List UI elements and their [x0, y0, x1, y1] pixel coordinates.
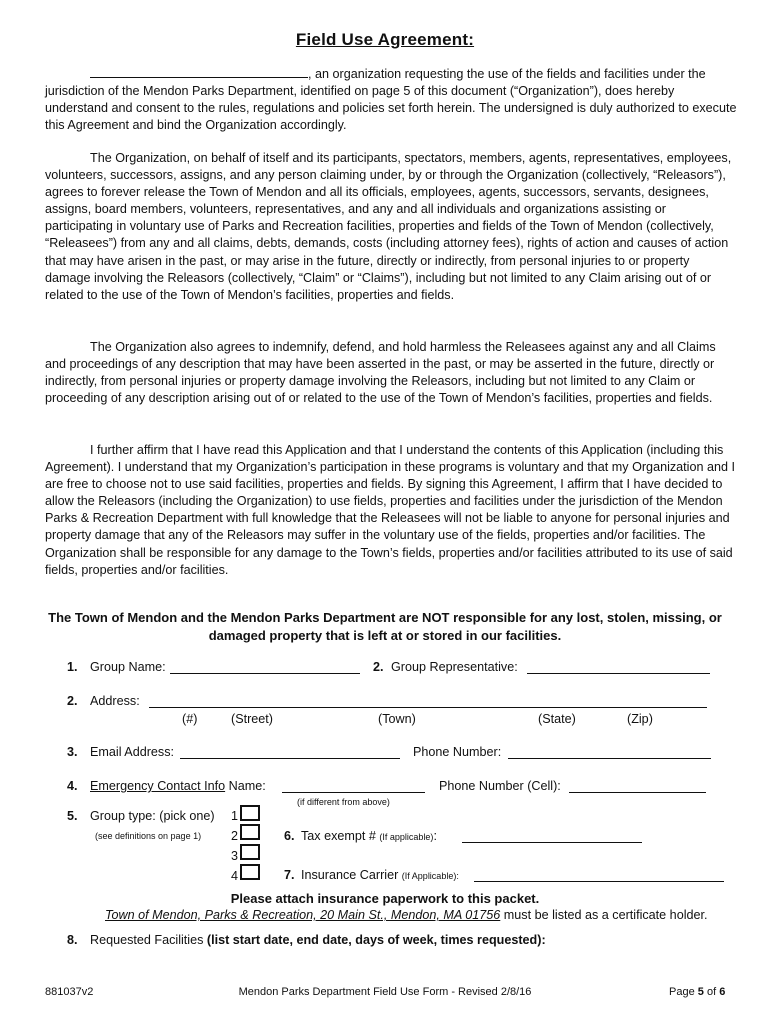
- address-number: 2.: [67, 694, 78, 708]
- phone-label: Phone Number:: [413, 745, 502, 759]
- option-3-label: 3: [231, 849, 239, 863]
- address-zip-caption: (Zip): [627, 712, 653, 726]
- affirm-paragraph: [45, 442, 737, 579]
- tax-exempt-colon: :: [433, 829, 437, 843]
- group-name-field[interactable]: [170, 673, 360, 674]
- address-street-caption: (Street): [231, 712, 273, 726]
- email-field[interactable]: [180, 758, 400, 759]
- footer-page-number: [669, 986, 725, 998]
- group-type-checkbox-2[interactable]: [240, 824, 260, 840]
- group-rep-number: 2.: [373, 660, 384, 674]
- insurance-applicable: (If Applicable):: [401, 871, 459, 881]
- footer-of-word: of: [706, 986, 717, 998]
- release-paragraph: [45, 150, 737, 304]
- indemnify-text: The Organization also agrees to indemnify, defend, and hold harmless the Releasees against any and all Claims and proceedings of any description that may have been asserted in the past, or may be asserted in the future, directly or indirectly, from personal injuries or property damage involving the Releasors, including but not limited to any Claim or proceeding of any description arising out of or related to the use of the Town of Mendon’s facilities, properties and fields.: [45, 340, 716, 406]
- group-type-number: 5.: [67, 809, 78, 823]
- insurance-text: Insurance Carrier: [301, 868, 399, 882]
- cell-phone-label: Phone Number (Cell):: [439, 779, 561, 793]
- tax-exempt-field[interactable]: [462, 842, 642, 843]
- group-type-checkbox-1[interactable]: [240, 805, 260, 821]
- address-label: Address:: [90, 694, 140, 708]
- address-field[interactable]: [149, 707, 707, 708]
- footer-page-word: Page: [669, 986, 695, 998]
- address-hash-caption: (#): [182, 712, 198, 726]
- emergency-name-field[interactable]: [282, 792, 425, 793]
- address-state-caption: (State): [538, 712, 576, 726]
- option-4-label: 4: [231, 869, 239, 883]
- group-type-checkbox-4[interactable]: [240, 864, 260, 880]
- emergency-label: [90, 779, 266, 793]
- requested-number: 8.: [67, 933, 78, 947]
- tax-exempt-text: Tax exempt #: [301, 829, 376, 843]
- affirm-text: I further affirm that I have read this Application and that I understand the contents of this Application (including this Agreement). I understand that my Organization’s participation in these programs is voluntary and that my Organization and I are free to choose not to use said facilities, properties and fields. By signing this Agreement, I affirm that I have decided to allow the Releasors (including the Organization) to use fields, properties and facilities under the jurisdiction of the Mendon Parks & Recreation Department with full knowledge that the Releasees will not be liable to anyone for personal injuries and property damage that any of the Releasors may suffer in the voluntary use of the fields, properties and/or facilities. The Organization shall be responsible for any damage to the Town’s fields, properties and/or facilities attributed to its use of said fields, properties and/or facilities.: [45, 443, 735, 577]
- emergency-name-label: Name:: [225, 779, 266, 793]
- footer-doc-id: 881037v2: [45, 986, 94, 998]
- group-type-checkbox-3[interactable]: [240, 844, 260, 860]
- intro-paragraph: [45, 65, 737, 134]
- cell-phone-field[interactable]: [569, 792, 706, 793]
- see-definitions-note: (see definitions on page 1): [95, 831, 202, 841]
- footer-form-title: Mendon Parks Department Field Use Form - Revised 2/8/16: [238, 986, 532, 998]
- group-rep-field[interactable]: [527, 673, 710, 674]
- footer-page-total: 6: [719, 986, 726, 998]
- footer-page-current: 5: [697, 986, 704, 998]
- liability-notice: The Town of Mendon and the Mendon Parks Department are NOT responsible for any lost, stolen, missing, or damaged property that is left at or stored in our facilities.: [48, 610, 722, 643]
- requested-facilities-text: Requested Facilities: [90, 933, 204, 947]
- if-different-note: (if different from above): [297, 797, 390, 807]
- phone-field[interactable]: [508, 758, 711, 759]
- attach-insurance-note: Please attach insurance paperwork to this packet.: [230, 891, 540, 906]
- insurance-number: 7.: [284, 868, 295, 882]
- page-title: Field Use Agreement:: [295, 30, 475, 49]
- option-1-label: 1: [231, 809, 239, 823]
- group-name-label: Group Name:: [90, 660, 166, 674]
- address-town-caption: (Town): [378, 712, 416, 726]
- group-rep-label: Group Representative:: [391, 660, 518, 674]
- certificate-holder-address: Town of Mendon, Parks & Recreation, 20 Main St., Mendon, MA 01756: [105, 908, 501, 922]
- insurance-field[interactable]: [474, 881, 724, 882]
- group-name-number: 1.: [67, 660, 78, 674]
- option-2-label: 2: [231, 829, 239, 843]
- certificate-holder-text: must be listed as a certificate holder.: [500, 908, 708, 922]
- emergency-label-underlined: Emergency Contact Info: [90, 779, 226, 793]
- email-label: Email Address:: [90, 745, 174, 759]
- insurance-label: [301, 868, 459, 882]
- organization-name-blank[interactable]: [90, 65, 308, 78]
- release-text: The Organization, on behalf of itself and its participants, spectators, members, agents, representatives, employees, volunteers, successors, assigns, and any person claiming under, by or through the Organization (collectively, “Releasors”), agrees to forever release the Town of Mendon and all its officials, employees, agents, successors, servants, designees, assigns, board members, volunteers, representatives, and any and all individuals and organizations assisting or participating in voluntary use of Parks and Recreation facilities, properties and fields of the Town of Mendon (collectively, “Releasees”) from any and all claims, debts, demands, costs (including attorney fees), rights of action and causes of action that may have arisen in the past, or may arise in the future, directly or indirectly, from personal injuries to or property damage involving the Releasors (collectively, “Claim” or “Claims”), including but not limited to any Claim arising out of or related to the use of the Town of Mendon’s facilities, properties and fields.: [45, 151, 732, 302]
- intro-text: , an organization requesting the use of the fields and facilities under the jurisdiction of the Mendon Parks Department, identified on page 5 of this document (“Organization”), does hereby understand and consent to the rules, regulations and policies set forth herein. The undersigned is duly authorized to execute this Agreement and bind the Organization accordingly.: [45, 67, 737, 133]
- indemnify-paragraph: [45, 339, 737, 407]
- email-number: 3.: [67, 745, 78, 759]
- emergency-number: 4.: [67, 779, 78, 793]
- certificate-holder-note: [105, 908, 708, 922]
- group-type-label: Group type: (pick one): [90, 809, 215, 823]
- requested-facilities-label: [90, 933, 546, 947]
- tax-exempt-number: 6.: [284, 829, 295, 843]
- tax-exempt-applicable: (If applicable): [379, 832, 434, 842]
- requested-facilities-instructions: (list start date, end date, days of week, times requested):: [206, 933, 546, 947]
- tax-exempt-label: [301, 829, 437, 843]
